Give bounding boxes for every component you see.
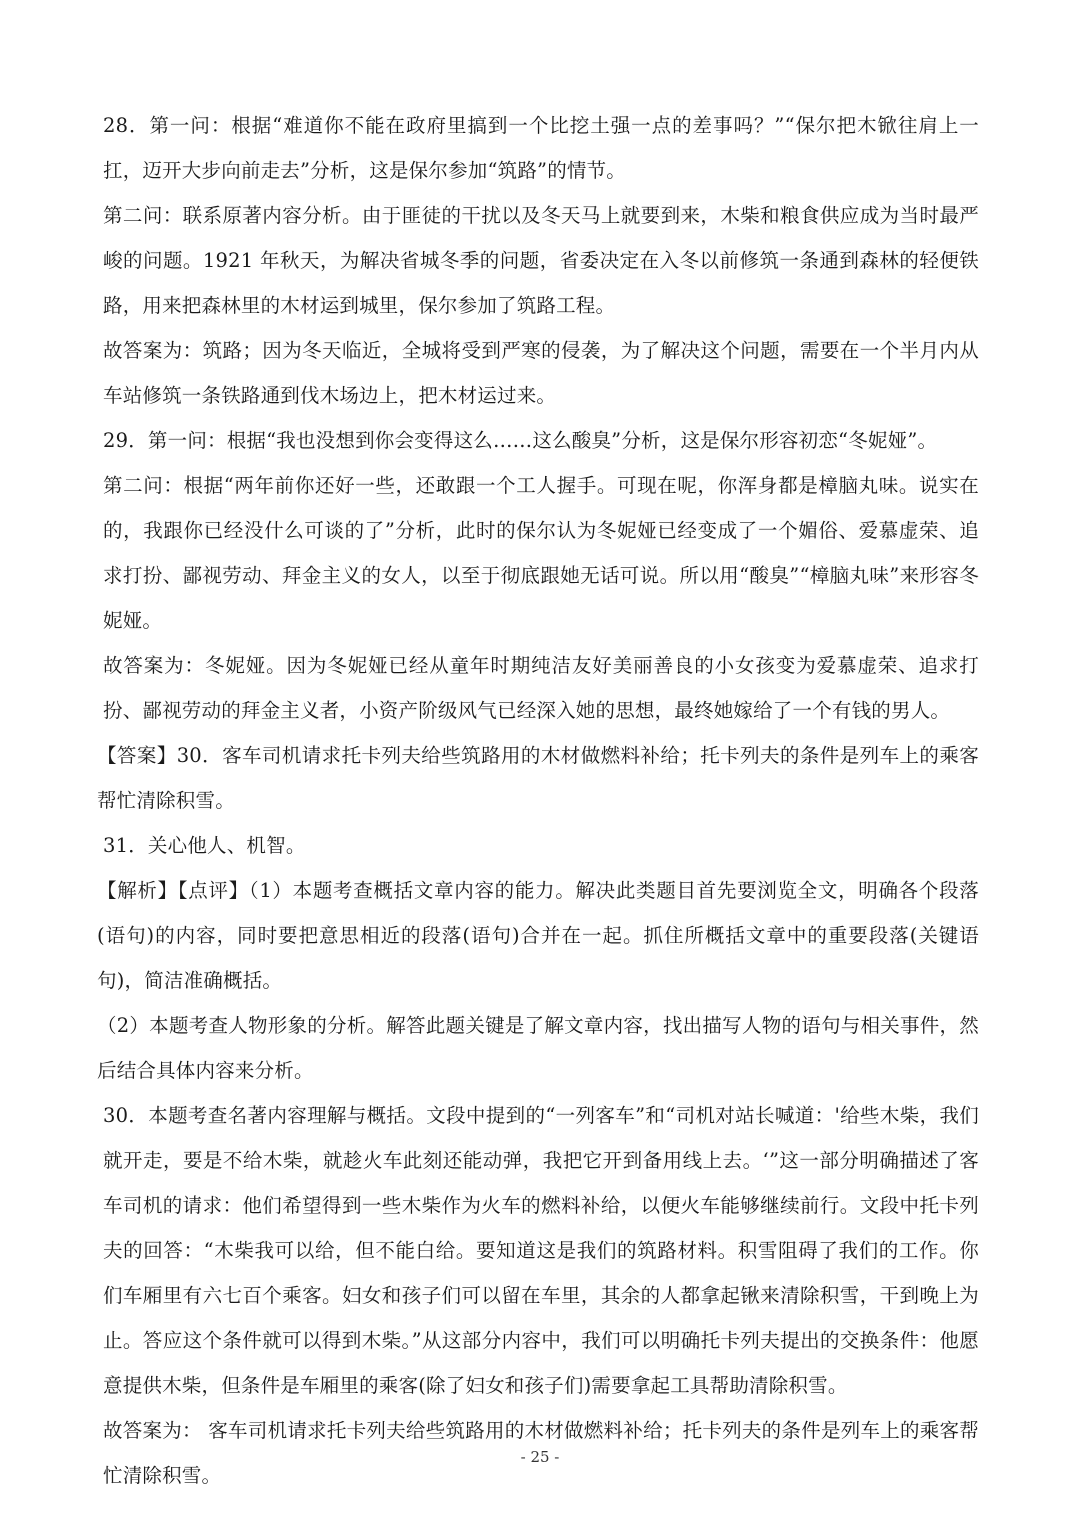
paragraph-q28-answer: 故答案为：筑路；因为冬天临近，全城将受到严寒的侵袭，为了解决这个问题，需要在一个半月内从车站修筑一条铁路通到伐木场边上，把木材运过来。 [103, 339, 979, 407]
paragraph-q28-part1: 28．第一问：根据“难道你不能在政府里搞到一个比挖土强一点的差事吗？”“保尔把木锨往肩上一扛，迈开大步向前走去”分析，这是保尔参加“筑路”的情节。 [103, 114, 979, 182]
paragraph-q29-part1: 29．第一问：根据“我也没想到你会变得这么……这么酸臭”分析，这是保尔形容初恋“冬妮娅”。 [103, 429, 938, 452]
paragraph-q29-answer: 故答案为：冬妮娅。因为冬妮娅已经从童年时期纯洁友好美丽善良的小女孩变为爱慕虚荣、追求打扮、鄙视劳动的拜金主义者，小资产阶级风气已经深入她的思想，最终她嫁给了一个有钱的男人。 [103, 654, 979, 722]
paragraph-q29-part2: 第二问：根据“两年前你还好一些，还敢跟一个工人握手。可现在呢，你浑身都是樟脑丸味。说实在的，我跟你已经没什么可谈的了”分析，此时的保尔认为冬妮娅已经变成了一个媚俗、爱慕虚荣、追求打扮、鄙视劳动、拜金主义的女人，以至于彻底跟她无话可说。所以用“酸臭”“樟脑丸味”来形容冬妮娅。 [103, 474, 979, 632]
paragraph-answer-30-final: 故答案为： 客车司机请求托卡列夫给些筑路用的木材做燃料补给；托卡列夫的条件是列车上的乘客帮忙清除积雪。 [103, 1419, 979, 1487]
paragraph-analysis-2: （2）本题考查人物形象的分析。解答此题关键是了解文章内容，找出描写人物的语句与相关事件，然后结合具体内容来分析。 [97, 1014, 979, 1082]
page-number: - 25 - [520, 1448, 560, 1466]
paragraph-answer-31: 31．关心他人、机智。 [103, 834, 306, 857]
paragraph-q28-part2: 第二问：联系原著内容分析。由于匪徒的干扰以及冬天马上就要到来，木柴和粮食供应成为当时最严峻的问题。1921 年秋天，为解决省城冬季的问题，省委决定在入冬以前修筑一条通到森林的轻便铁路，用来把森林里的木材运到城里，保尔参加了筑路工程。 [103, 204, 979, 317]
paragraph-analysis-30: 30．本题考查名著内容理解与概括。文段中提到的“一列客车”和“司机对站长喊道：'给些木柴，我们就开走，要是不给木柴，就趁火车此刻还能动弹，我把它开到备用线上去。‘”这一部分明确描述了客车司机的请求：他们希望得到一些木柴作为火车的燃料补给，以便火车能够继续前行。文段中托卡列夫的回答：“木柴我可以给，但不能白给。要知道这是我们的筑路材料。积雪阻碍了我们的工作。你们车厢里有六七百个乘客。妇女和孩子们可以留在车里，其余的人都拿起锹来清除积雪，干到晚上为止。答应这个条件就可以得到木柴。”从这部分内容中，我们可以明确托卡列夫提出的交换条件：他愿意提供木柴，但条件是车厢里的乘客(除了妇女和孩子们)需要拿起工具帮助清除积雪。 [103, 1104, 979, 1397]
paragraph-answer-30: 【答案】30．客车司机请求托卡列夫给些筑路用的木材做燃料补给；托卡列夫的条件是列车上的乘客帮忙清除积雪。 [97, 744, 979, 812]
document-body [97, 103, 979, 1498]
paragraph-analysis-1: 【解析】【点评】（1）本题考查概括文章内容的能力。解决此类题目首先要浏览全文，明确各个段落(语句)的内容，同时要把意思相近的段落(语句)合并在一起。抓住所概括文章中的重要段落(关键语句)，简洁准确概括。 [97, 879, 979, 992]
